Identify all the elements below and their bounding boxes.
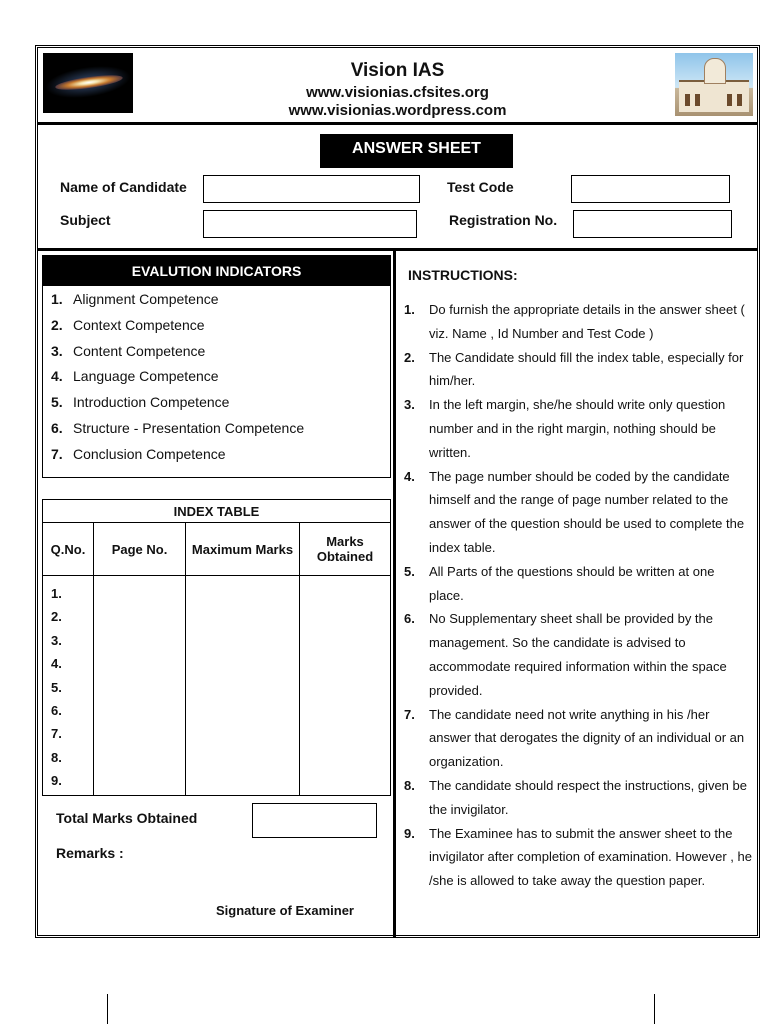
registration-field[interactable]	[573, 210, 732, 238]
column-header: Page No.	[94, 523, 186, 576]
website-link-2[interactable]: www.visionias.wordpress.com	[288, 102, 507, 119]
list-item: 8. The candidate should respect the instructions, given be the invigilator.	[404, 777, 747, 817]
subject-label: Subject	[60, 212, 111, 228]
list-item: 3. In the left margin, she/he should write only question number and in the right margin, nothing should be written.	[404, 397, 726, 460]
table-row: 7.	[51, 726, 62, 742]
table-row: 1.	[51, 586, 62, 601]
maximum-marks-column[interactable]	[186, 576, 300, 796]
margin-line-left	[107, 994, 108, 1024]
name-label: Name of Candidate	[60, 179, 187, 195]
list-item: 2. The Candidate should fill the index table, especially for him/her.	[404, 349, 744, 389]
registration-label: Registration No.	[449, 212, 558, 228]
header	[38, 48, 757, 125]
column-header: Q.No.	[43, 523, 94, 576]
website-link-1[interactable]: www.visionias.cfsites.org	[306, 84, 489, 101]
subject-field[interactable]	[203, 210, 417, 238]
org-title: Vision IAS	[350, 60, 445, 81]
test-code-label: Test Code	[447, 179, 514, 195]
column-divider	[393, 251, 396, 938]
list-item: 6. No Supplementary sheet shall be provided by the management. So the candidate is advised to accommodate required information within the space provided.	[404, 611, 727, 698]
table-row: 9.	[51, 773, 62, 789]
index-table-caption: INDEX TABLE	[43, 500, 391, 523]
list-item: 2. Context Competence	[51, 316, 205, 333]
list-item: 7. The candidate need not write anything in his /her answer that derogates the dignity of an individual or an organization.	[404, 706, 745, 770]
instructions-heading: INSTRUCTIONS:	[408, 267, 518, 283]
table-row: 6.	[51, 702, 62, 718]
index-table	[42, 499, 391, 796]
test-code-field[interactable]	[571, 175, 730, 203]
list-item: 6. Structure - Presentation Competence	[51, 419, 305, 436]
list-item: 4. The page number should be coded by the candidate himself and the range of page number related to the answer of the question should be used to complete the index table.	[404, 468, 745, 555]
page-no-column[interactable]	[94, 576, 186, 796]
marks-obtained-column[interactable]	[300, 576, 391, 796]
evaluation-heading: EVALUTION INDICATORS	[43, 256, 390, 286]
list-item: 5. Introduction Competence	[51, 394, 230, 411]
total-marks-label: Total Marks Obtained	[56, 810, 198, 826]
table-row: 2.	[51, 609, 62, 625]
list-item: 3. Content Competence	[51, 342, 206, 359]
total-marks-field[interactable]	[252, 803, 377, 838]
table-row: 3.	[51, 632, 62, 648]
answer-sheet	[35, 45, 760, 938]
name-field[interactable]	[203, 175, 420, 203]
instructions-list	[404, 298, 752, 893]
column-header: Marks Obtained	[300, 523, 391, 576]
column-header: Maximum Marks	[186, 523, 300, 576]
table-row: 8.	[51, 749, 62, 765]
list-item: 9. The Examinee has to submit the answer sheet to the invigilator after completion of examination. However , he /she is allowed to take away the question paper.	[404, 825, 752, 889]
list-item: 7. Conclusion Competence	[51, 445, 226, 462]
answer-sheet-title: ANSWER SHEET	[320, 134, 513, 168]
table-row: 4.	[51, 656, 62, 672]
evaluation-indicators	[42, 255, 391, 478]
building-image	[675, 53, 753, 116]
margin-line-right	[654, 994, 655, 1024]
list-item: 1. Do furnish the appropriate details in the answer sheet ( viz. Name , Id Number and Test Code )	[404, 302, 745, 341]
signature-label: Signature of Examiner	[216, 903, 354, 918]
list-item: 5. All Parts of the questions should be written at one place.	[404, 563, 715, 603]
table-row: 5.	[51, 679, 62, 695]
candidate-form	[38, 125, 757, 251]
qno-column	[43, 576, 94, 796]
list-item: 4. Language Competence	[51, 368, 219, 385]
remarks-label: Remarks :	[56, 845, 124, 861]
list-item: 1. Alignment Competence	[51, 291, 219, 307]
